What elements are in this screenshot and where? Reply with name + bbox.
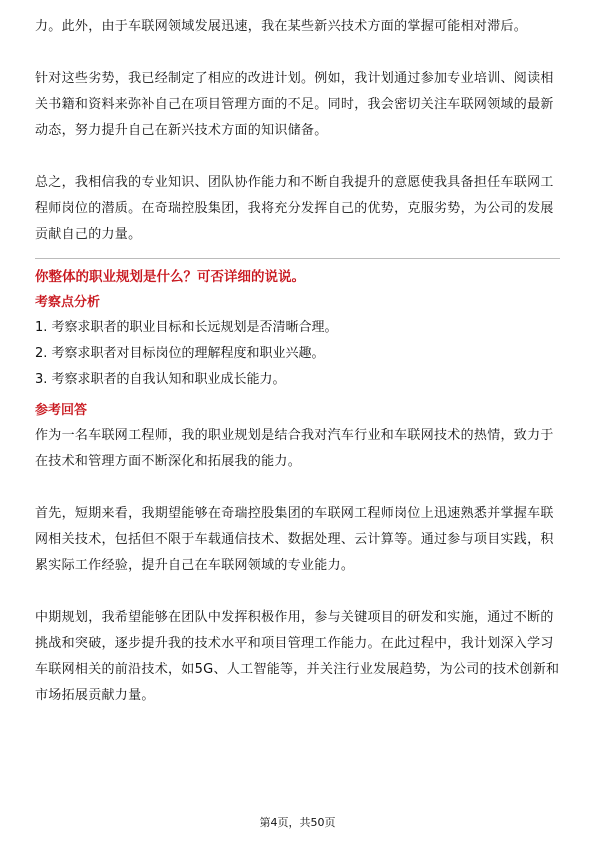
page-content	[35, 14, 560, 709]
answer-paragraph-2: 首先，短期来看，我期望能够在奇瑞控股集团的车联网工程师岗位上迅速熟悉并掌握车联网相关技术，包括但不限于车载通信技术、数据处理、云计算等。通过参与项目实践，积累实际工作经验，提升自己在车联网领域的专业能力。	[35, 506, 554, 573]
intro-paragraph-3: 总之，我相信我的专业知识、团队协作能力和不断自我提升的意愿使我具备担任车联网工程师岗位的潜质。在奇瑞控股集团，我将充分发挥自己的优势，克服劣势，为公司的发展贡献自己的力量。	[35, 175, 554, 242]
analysis-title: 考察点分析	[35, 295, 101, 310]
analysis-item-2: 2. 考察求职者对目标岗位的理解程度和职业兴趣。	[35, 346, 325, 361]
section-divider	[35, 258, 560, 259]
answer-paragraph-3: 中期规划，我希望能够在团队中发挥积极作用，参与关键项目的研发和实施，通过不断的挑战和突破，逐步提升我的技术水平和项目管理工作能力。在此过程中，我计划深入学习车联网相关的前沿技术，如5G、人工智能等，并关注行业发展趋势，为公司的技术创新和市场拓展贡献力量。	[35, 610, 560, 703]
analysis-item-3: 3. 考察求职者的自我认知和职业成长能力。	[35, 372, 286, 387]
intro-paragraph-1: 力。此外，由于车联网领域发展迅速，我在某些新兴技术方面的掌握可能相对滞后。	[35, 19, 528, 34]
page-footer: 第4页，共50页	[259, 816, 336, 829]
question-heading: 你整体的职业规划是什么？可否详细的说说。	[35, 269, 305, 285]
answer-paragraph-1: 作为一名车联网工程师，我的职业规划是结合我对汽车行业和车联网技术的热情，致力于在技术和管理方面不断深化和拓展我的能力。	[35, 428, 554, 469]
analysis-item-1: 1. 考察求职者的职业目标和长远规划是否清晰合理。	[35, 320, 338, 335]
intro-paragraph-2: 针对这些劣势，我已经制定了相应的改进计划。例如，我计划通过参加专业培训、阅读相关书籍和资料来弥补自己在项目管理方面的不足。同时，我会密切关注车联网领域的最新动态，努力提升自己在新兴技术方面的知识储备。	[35, 71, 554, 138]
answer-title: 参考回答	[35, 403, 88, 418]
